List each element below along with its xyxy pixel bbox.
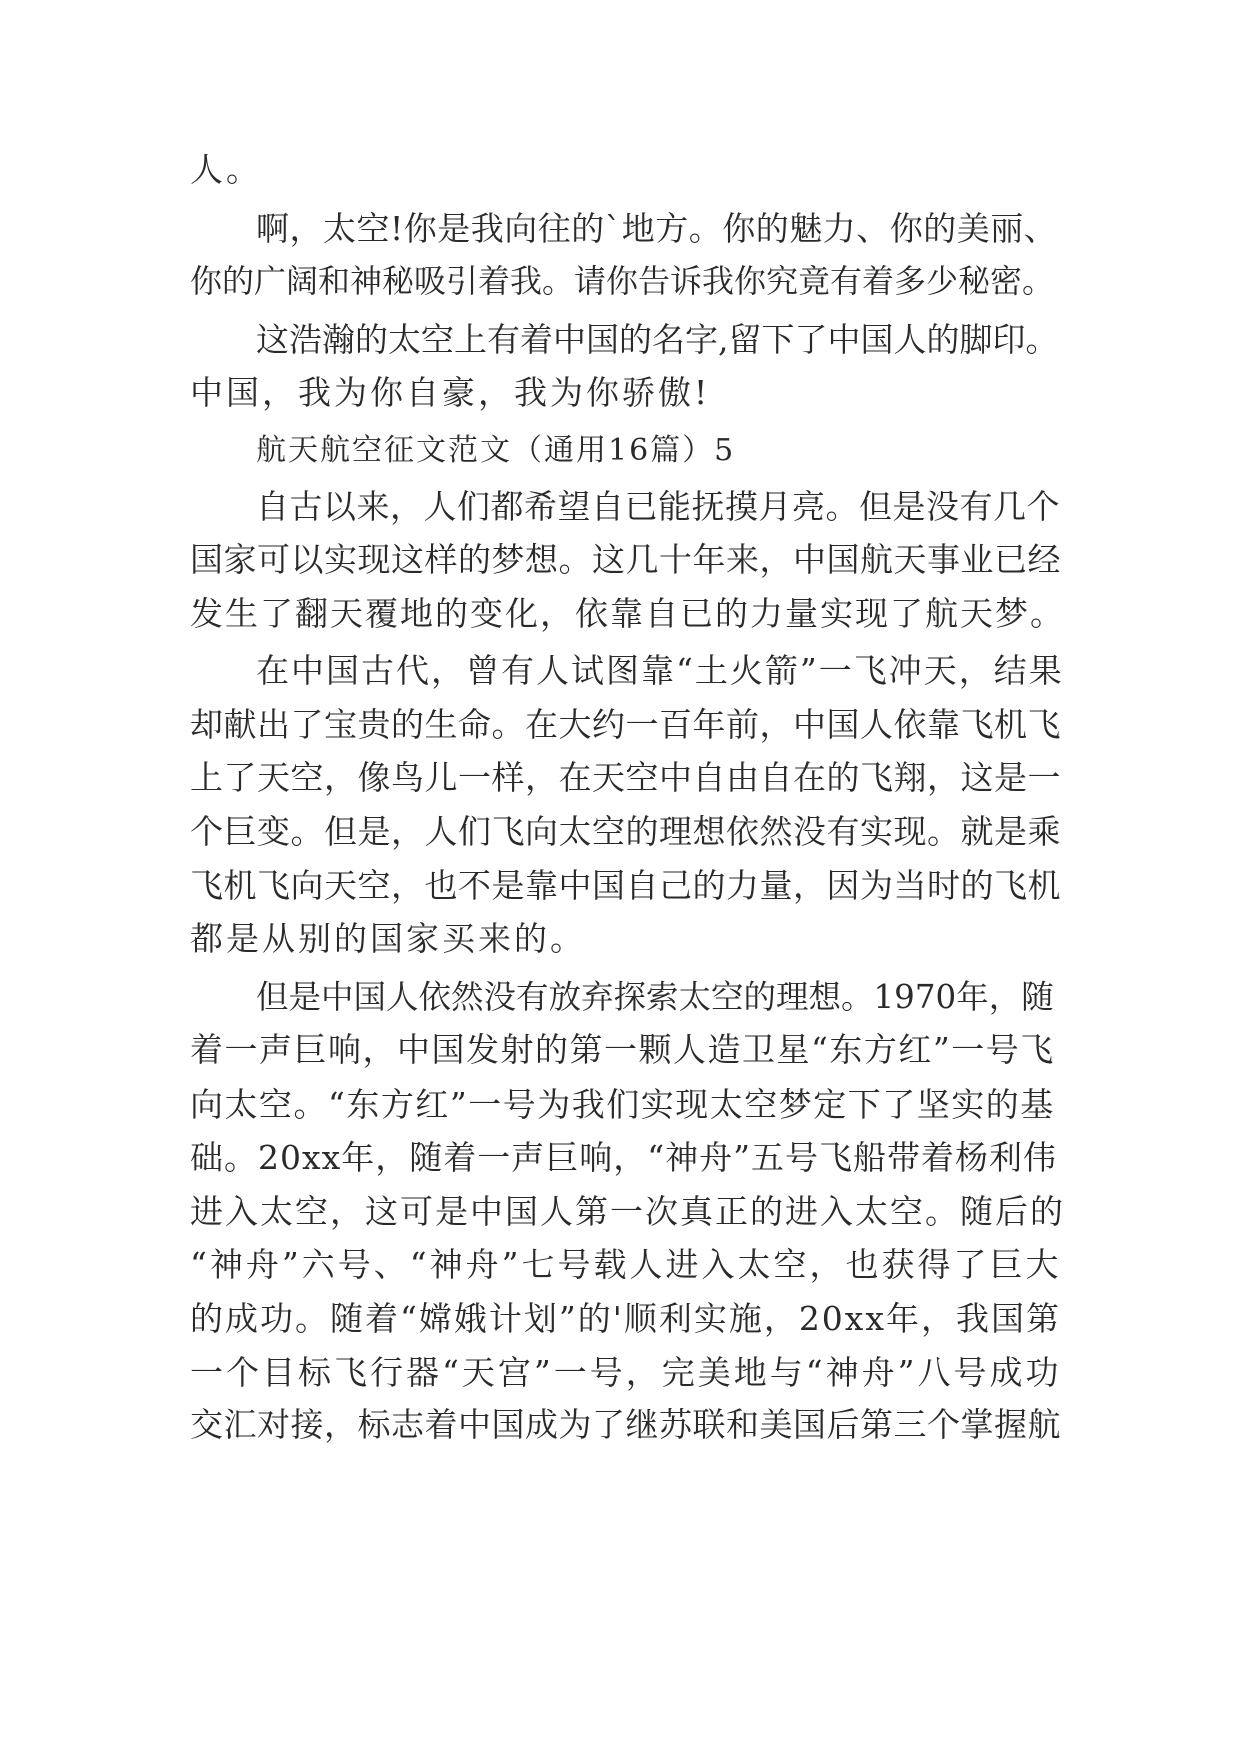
text-line: 都是从别的国家买来的。 [190, 919, 586, 958]
text-line: 但是中国人依然没有放弃探索太空的理想。1970年，随 [256, 978, 1054, 1016]
text-line: 进入太空，这可是中国人第一次真正的进入太空。随后的 [190, 1192, 1065, 1231]
text-line: 着一声巨响，中国发射的第一颗人造卫星“东方红”一号飞 [190, 1030, 1055, 1069]
text-line: 一个目标飞行器“天宫”一号，完美地与“神舟”八号成功 [190, 1353, 1062, 1392]
text-line: 国家可以实现这样的梦想。这几十年来，中国航天事业已经 [190, 540, 1061, 579]
text-line: 飞机飞向天空，也不是靠中国自己的力量，因为当时的飞机 [190, 866, 1061, 905]
text-line: “神舟”六号、“神舟”七号载人进入太空，也获得了巨大 [190, 1245, 1062, 1284]
text-line: 这浩瀚的太空上有着中国的名字,留下了中国人的脚印。 [256, 320, 1059, 359]
text-line: 自古以来，人们都希望自已能抚摸月亮。但是没有几个 [256, 487, 1060, 526]
text-line: 础。20xx年，随着一声巨响，“神舟”五号飞船带着杨利伟 [190, 1138, 1057, 1177]
text-line: 交汇对接，标志着中国成为了继苏联和美国后第三个掌握航 [190, 1405, 1061, 1444]
text-line: 在中国古代，曾有人试图靠“土火箭”一飞冲天，结果 [256, 651, 1064, 690]
text-line: 却献出了宝贵的生命。在大约一百年前，中国人依靠飞机飞 [190, 705, 1061, 744]
text-line: 个巨变。但是，人们飞向太空的理想依然没有实现。就是乘 [190, 812, 1061, 851]
text-line: 人。 [190, 150, 262, 189]
text-line: 向太空。“东方红”一号为我们实现太空梦定下了坚实的基 [190, 1085, 1055, 1124]
text-line: 啊，太空!你是我向往的`地方。你的魅力、你的美丽、 [256, 209, 1058, 248]
section-heading: 航天航空征文范文（通用16篇）5 [256, 433, 736, 468]
text-line: 中国，我为你自豪，我为你骄傲! [190, 373, 711, 412]
text-line: 你的广阔和神秘吸引着我。请你告诉我你究竟有着多少秘密。 [190, 262, 1055, 300]
text-line: 的成功。随着“嫦娥计划”的'顺利实施，20xx年，我国第 [190, 1299, 1062, 1338]
text-line: 上了天空，像鸟儿一样，在天空中自由自在的飞翔，这是一 [190, 758, 1061, 797]
text-line: 发生了翻天覆地的变化，依靠自已的力量实现了航天梦。 [190, 594, 1065, 633]
